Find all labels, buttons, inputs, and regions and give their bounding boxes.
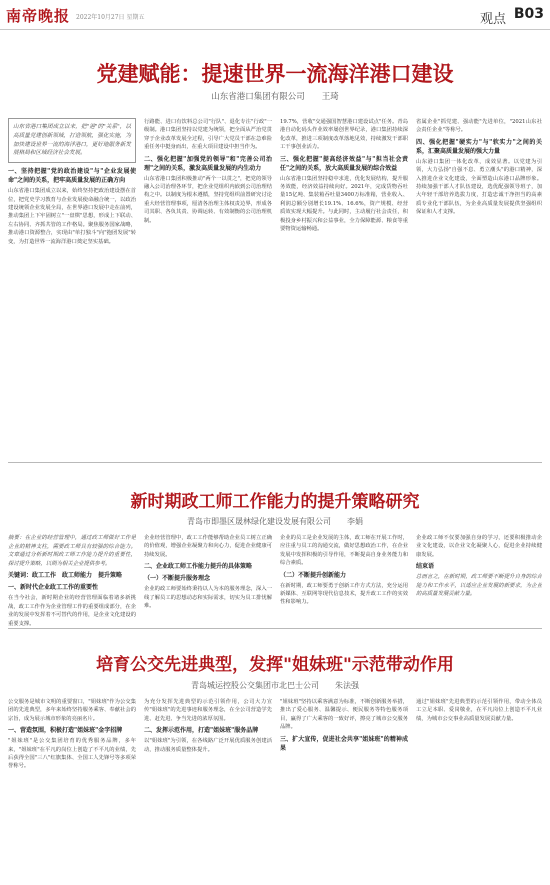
article1-paragraph: 山东省港口集团坚持稳中求进，优化发展结构，提升服务效能，经济效益持续向好。2021年，完成货物吞吐量15亿吨、集装箱吞吐量3400万标准箱，营业收入、利润总额分别增长19.1%、16.6%，资产规模、经营质效实现大幅提升。与此同时，主动履行社会责任，积极投身乡村振兴和公益事业，全力保障能源、粮食等重要物资运输畅通。 <box>280 175 408 233</box>
article2-abstract: 摘要：在企业的经营管理中，通过政工师做好工作是企业的精神支柱，需要政工师具有较强的综合能力。文章通过分析新时期政工师工作能力提升的重要性，探讨提升策略，以期为相关企业提供参考。 <box>8 535 136 567</box>
article2-subheading-1: 一、新时代企业政工工作的重要性 <box>8 584 99 592</box>
article1-column-1 <box>8 118 136 456</box>
article1-subheading-1: 一、坚持把握"党的政治建设"与"企业发展使命"之间的关系，把牢高质量发展的正确方向 <box>8 168 136 185</box>
article2-subheading-2a: （一）不断提升服务理念 <box>144 575 211 583</box>
page-number: B03 <box>513 6 544 22</box>
article3-paragraph: 通过"姐妹班"先进典型的示范引领作用，带动全体员工立足本职、爱岗敬业，在平凡岗位上创造不平凡业绩，为城市公交事业高质量发展贡献力量。 <box>416 699 542 722</box>
article1-paragraph: 山东省港口集团积极推动"两个一以贯之"，把党的领导融入公司治理各环节，把企业党组织内嵌到公司治理结构之中。以制度为根本遵循，坚持党组织前置研究讨论重大经营管理事项，厘清各治理主体权责边界，形成各司其职、各负其责、协调运转、有效制衡的公司治理机制。 <box>144 175 272 224</box>
article1-subheading-2: 二、强化把握"加强党的领导"和"完善公司治理"之间的关系，激发高质量发展的内生动力 <box>144 155 272 172</box>
article2-title: 新时期政工师工作能力的提升策略研究 <box>130 492 420 512</box>
article2-author: 青岛市即墨区晟林绿化建设发展有限公司 李娟 <box>187 517 363 526</box>
article2-conclusion-heading: 结束语 <box>416 563 435 571</box>
article3-paragraph: "姐妹班"是公交集团培育的优秀服务品牌，多年来，"姐妹班"在平凡的岗位上创造了不平凡的业绩，先后获得全国"三八"红旗集体、全国工人先锋号等多项荣誉称号。 <box>8 738 136 770</box>
article2-paragraph: 在新时期，政工师要勇于创新工作方式方法，充分运用新媒体、互联网等现代信息技术，提升政工工作的实效性和影响力。 <box>280 582 408 606</box>
article1-paragraph: 省属企业"抓党建、强动能"先进单位，"2021山东社会责任企业"等称号。 <box>416 119 542 134</box>
article3-paragraph: 为充分发挥先进典型的示范引领作用，公司大力宣传"姐妹班"的先进事迹和服务理念，在全公司营造学先进、赶先进、争当先进的浓厚氛围。 <box>144 699 272 722</box>
article3-column-2 <box>144 698 272 880</box>
article-divider <box>8 462 542 463</box>
article3-column-4 <box>416 698 542 880</box>
article1-paragraph: 山东省港口集团成立以来，始终坚持把政治建设摆在首位，把党史学习教育与企业发展使命融合统一，以政治建设统领企业发展全局，在世界港口发展中走在前列，推动集团上下牢固树立"一盘棋"思想，形成上下联动、左右协同、齐抓共管的工作格局。聚焦服务国家战略，推动港口资源整合，实现由"单打独斗"向"抱团发展"转变，为打造世界一流海洋港口奠定坚实基础。 <box>8 188 136 245</box>
article-divider <box>8 628 542 629</box>
article1-column-3 <box>280 118 408 456</box>
article1-title: 党建赋能：提速世界一流海洋港口建设 <box>96 61 454 86</box>
section-name: 观点 <box>479 12 506 27</box>
article3-paragraph: "姐妹班"坚持以乘客满意为标准，不断创新服务举措，推出了爱心服务、温馨提示、便民服务等特色服务项目，赢得了广大乘客的一致好评，擦亮了城市公交服务品牌。 <box>280 699 408 731</box>
article2-paragraph: 在当今社会，新时期企业的经营管理面临着诸多新挑战，政工工作作为企业管理工作的重要组成部分，在企业的发展中发挥着不可替代的作用，是企业文化建设的重要支撑。 <box>8 595 136 627</box>
article3-column-1 <box>8 698 136 880</box>
article1-paragraph: 19.7%，营收"交通强国智慧港口建设试点"任务。青岛港自动化码头作业效率屡创世界纪录，港口集团持续深化改革，推进三项制度改革落地见效，持续激发干部职工干事创业活力。 <box>280 119 408 151</box>
article3-paragraph: 以"姐妹班"为引领，在各线路广泛开展优质服务创建活动，推动服务质量整体提升。 <box>144 738 272 753</box>
article1-column-2 <box>144 118 272 456</box>
article3-subheading-1: 一、营造氛围，积极打造"姐妹班"金字招牌 <box>8 727 123 735</box>
article3-subheading-3: 三、扩大宣传，促进社会共享"姐妹班"的精神成果 <box>280 735 408 752</box>
article1-author: 山东省港口集团有限公司 王琦 <box>211 92 339 102</box>
article2-paragraph: 企业经营管理中，政工工作能够帮助企业员工树立正确的价值观，增强企业凝聚力和向心力，促进企业健康可持续发展。 <box>144 535 272 558</box>
article3-author: 青岛城运控股公交集团市北巴士公司 朱法强 <box>191 681 359 690</box>
article2-paragraph: 总而言之，在新时期，政工师要不断提升自身的综合能力和工作水平，以适应企业发展的新要求，为企业的高质量发展贡献力量。 <box>416 574 542 598</box>
masthead <box>0 0 550 30</box>
article1-subheading-3: 三、强化把握"提高经济效益"与"担当社会责任"之间的关系，放大高质量发展的综合效益 <box>280 155 408 172</box>
article3-lead: 公交服务是城市文明的重要窗口，"姐妹班"作为公交集团的先进典型，多年来始终坚持服务乘客、奉献社会的宗旨，成为展示城市形象的亮丽名片。 <box>8 699 136 722</box>
article1-paragraph: 山东港口集团一体化改革，成效显著。以党建为引领，大力弘扬"自强不息、勇立潮头"的港口精神，深入推进企业文化建设，全面塑造山东港口品牌形象。持续加强干部人才队伍建设，选优配强领导班子，加大年轻干部培养选拔力度，打造忠诚干净担当的高素质专业化干部队伍，为企业高质量发展提供坚强组织保证和人才支撑。 <box>416 158 542 216</box>
article1-subheading-4: 四、强化把握"硬实力"与"软实力"之间的关系，汇聚高质量发展的强大力量 <box>416 138 542 155</box>
newspaper-logo: 南帝晚报 <box>6 7 71 25</box>
article2-paragraph: 企业的政工师要始终秉持以人为本的服务理念，深入一线了解员工的思想动态和实际需求，切实为员工排忧解难。 <box>144 586 272 610</box>
article1-paragraph: 行路能、进口有饮料总公司"行队"、退化专注"行政"一级制。港口集团坚持以党建为统领，把全面从严治党贯穿于企业改革发展全过程，引导广大党员干部在急难险重任务中挺身而出，在重大项目建设中担当作为。 <box>144 119 272 151</box>
article3-title: 培育公交先进典型，发挥"姐妹班"示范带动作用 <box>96 655 454 675</box>
article2-subheading-3: （二）不断提升创新能力 <box>280 571 347 579</box>
article2-subheading-2: 二、企业政工师工作能力提升的具体策略 <box>144 563 253 571</box>
article1-abstract: 山东省港口集团成立以来，把"港"的"关系"，以高质量党建创新领域，打造领航，强化实施，为加快建设世界一流的海洋港口，更好地服务新发展格局和区域经济社会发展。 <box>8 118 136 163</box>
issue-date: 2022年10月27日 星期五 <box>76 14 145 21</box>
article2-paragraph: 企业政工师不仅要加强自身的学习，还要积极推动企业文化建设，以企业文化凝聚人心，促进企业持续健康发展。 <box>416 535 542 558</box>
article3-column-3 <box>280 698 408 880</box>
article3-subheading-2: 二、发挥示范作用，打造"姐妹班"服务品牌 <box>144 727 259 735</box>
article1-column-4 <box>416 118 542 456</box>
article2-keywords: 关键词：政工工作 政工师能力 提升策略 <box>8 572 123 580</box>
article2-paragraph: 企业的员工是企业发展的主体，政工师在开展工作时，应注重与员工的沟通交流，做好思想政治工作，在企业发展中发挥积极的引导作用，不断提高自身业务能力和综合素质。 <box>280 535 408 567</box>
